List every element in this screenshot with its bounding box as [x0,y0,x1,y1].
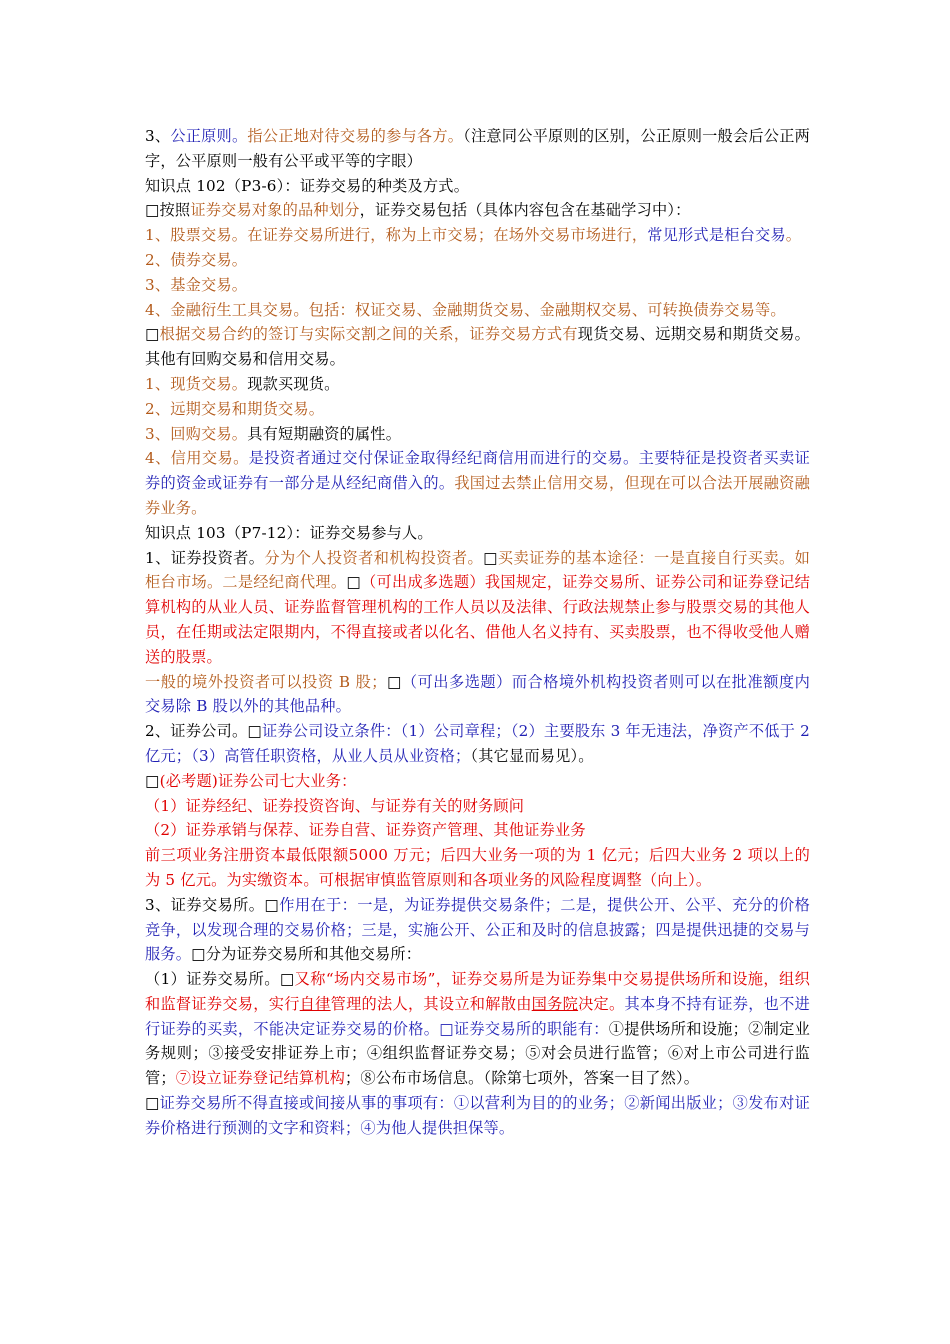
text-run: ；⑧公布市场信息。（除第七项外，答案一目了然）。 [345,1069,700,1088]
text-run: 知识点 103（P7-12）：证券交易参与人。 [145,523,433,542]
text-run: 证券交易对象的品种划分 [190,201,360,220]
text-run: 2、证券公司。□ [145,722,262,741]
list-item-fund-trading [145,273,810,298]
text-run-underlined: 国务院 [531,994,579,1013]
text-run: 是投资者通过交付保证金取得经纪商信用而进行的交易。主要特征是投资者买卖证券的资金或证券有一部分是从经纪商借入的。 [145,449,810,493]
list-item-credit-trading [145,446,810,520]
section-heading-102 [145,174,810,199]
paragraph-trade-types-intro [145,198,810,223]
text-run: 作用在于：一是，为证券提供交易条件；二是，提供公开、公平、充分的价格竞争，以发现合理的交易价格；三是，实施公开、公正和及时的信息披露；四是提供迅捷的交易与服务。 [145,895,810,964]
text-run: 1、股票交易。在证券交易所进行，称为上市交易；在场外交易市场进行， [145,226,648,245]
text-run: 4、信用交易。 [145,449,249,468]
list-item-forward-futures [145,397,810,422]
text-run: □ [145,771,160,790]
list-item-derivatives-trading [145,298,810,323]
text-run: 2、债券交易。 [145,250,248,269]
text-run: 4、金融衍生工具交易。包括：权证交易、金融期货交易、金融期权交易、可转换债券交易等。 [145,300,786,319]
text-run: 决定。 [578,994,625,1013]
paragraph-capital-requirements [145,843,810,893]
text-run: （2）证券承销与保荐、证券自营、证券资产管理、其他证券业务 [145,821,586,840]
text-run: 1、现货交易。 [145,374,248,393]
text-run: 其本身不持有证券，也不进行证券的买卖，不能决定证券交易的价格。□ [145,994,810,1038]
text-run: （其它显而易见）。 [470,746,594,765]
text-run: 分为个人投资者和机构投资者。 [264,548,484,567]
text-run: 3、证券交易所。□ [145,895,280,914]
paragraph-securities-company [145,719,810,769]
text-run: 管理的法人，其设立和解散由 [330,994,532,1013]
text-run: 现货交易、远期交易和期货交易。其他有回购交易和信用交易。 [145,325,810,369]
list-item-repo-trading [145,422,810,447]
text-run: ，证券交易包括（具体内容包含在基础学习中）： [359,201,691,220]
text-run: 1、证券投资者。 [145,548,265,567]
list-item-bond-trading [145,248,810,273]
list-item-business-group-1 [145,794,810,819]
text-run: 公正原则。 [170,127,248,145]
text-run: □按照 [145,201,191,220]
text-run: 我国过去禁止信用交易，但现在可以合法开展融资融券业务。 [145,474,810,517]
text-run: 3、回购交易。 [145,424,248,443]
text-run: ⑦设立证券登记结算机构 [175,1069,346,1088]
paragraph-stock-exchange [145,893,810,967]
text-run: 证券公司设立条件：（1）公司章程；（2）主要股东 3 年无违法，净资产不低于 2 亿元；（3）高管任职资格，从业人员从业资格； [145,722,810,765]
paragraph-trade-methods [145,322,810,372]
list-item-stock-trading [145,223,810,248]
paragraph-seven-businesses [145,769,810,794]
list-item-business-group-2 [145,818,810,843]
text-run: 2、远期交易和期货交易。 [145,399,325,418]
paragraph-fairness-principle [145,124,810,174]
text-run: 证券交易所的职能有： [453,1019,609,1038]
text-run: 指公正地对待交易的参与各方。 [247,127,464,145]
text-run-underlined: 自律 [299,994,331,1013]
document-body [145,124,810,1141]
text-run: 。 [785,226,802,245]
text-run: 前三项业务注册资本最低限额5000 万元；后四大业务一项的为 1 亿元；后四大业务 2 项以上的为 5 亿元。为实缴资本。可根据审慎监管原则和各项业务的风险程度调整（向上）。 [145,846,810,889]
text-run: 又称“场内交易市场”，证券交易所是为证券集中交易提供场所和设施，组织和监督证券交易，实行 [145,970,810,1013]
section-heading-103 [145,521,810,546]
text-run: （1）证券交易所。□ [145,970,295,989]
text-run: □ [145,1094,160,1113]
text-run: （注意同公平原则的区别，公正原则一般会后公正两字，公平原则一般有公平或平等的字眼） [145,127,811,170]
paragraph-exchange-functions [145,967,810,1091]
text-run: 现款买现货。 [247,374,340,393]
text-run: 知识点 102（P3-6）：证券交易的种类及方式。 [145,176,470,195]
text-run: （可出多选题）而合格境外机构投资者则可以在批准额度内交易除 B 股以外的其他品种。 [145,672,810,716]
text-run: 常见形式是柜台交易 [647,226,786,245]
list-item-spot-trading [145,372,810,397]
text-run: 3、基金交易。 [145,275,248,294]
paragraph-investors [145,546,810,670]
text-run: （1）证券经纪、证券投资咨询、与证券有关的财务顾问 [145,796,525,815]
text-run: 证券交易所不得直接或间接从事的事项有：①以营利为目的的业务；②新闻出版业；③发布对证券价格进行预测的文字和资料；④为他人提供担保等。 [145,1094,810,1137]
text-run: □ [386,672,402,691]
text-run: （可出成多选题）我国规定，证券交易所、证券公司和证券登记结算机构的从业人员、证券监督管理机构的工作人员以及法律、行政法规禁止参与股票交易的其他人员，在任期或法定限期内，不得直接或者以化名、借他人名义持有、买卖股票，也不得收受他人赠送的股票。 [145,573,810,666]
paragraph-prohibited-activities [145,1091,810,1141]
text-run: □ [483,548,498,567]
text-run: 根据交易合约的签订与实际交割之间的关系，证券交易方式有 [159,325,578,344]
text-run: □ [346,573,361,592]
text-run: 买卖证券的基本途径：一是直接自行买卖。如柜台市场。二是经纪商代理。 [145,548,810,592]
paragraph-foreign-investors [145,670,810,720]
text-run: 3、 [145,127,171,145]
text-run: □分为证券交易所和其他交易所： [191,945,422,964]
text-run: ①提供场所和设施；②制定业务规则；③接受安排证券上市；④组织监督证券交易；⑤对会员进行监管；⑥对上市公司进行监管； [145,1019,811,1088]
text-run: 一般的境外投资者可以投资 B 股； [145,672,387,691]
text-run: □ [145,325,160,344]
text-run: (必考题)证券公司七大业务： [159,771,357,790]
text-run: 具有短期融资的属性。 [247,424,402,443]
